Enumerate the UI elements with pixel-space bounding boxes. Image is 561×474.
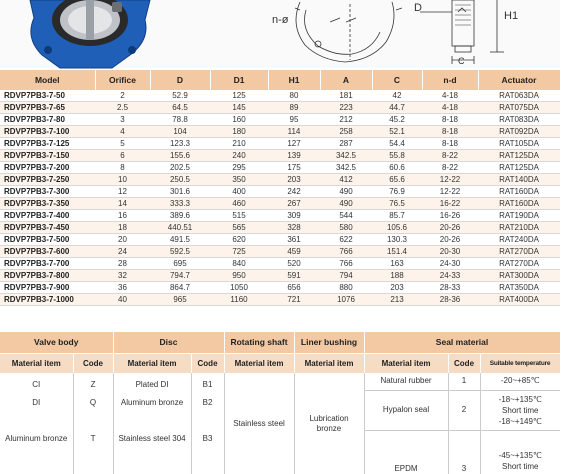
side-view-drawing xyxy=(420,0,504,64)
cell-orifice: 2.5 xyxy=(95,102,150,114)
cell-h1: 656 xyxy=(268,282,320,294)
disc-item-aluminum-bronze: Aluminum bronze xyxy=(113,396,191,430)
spec-row xyxy=(0,162,560,174)
cell-d1: 840 xyxy=(210,258,268,270)
header-a: A xyxy=(320,70,372,90)
cell-model: RDVP7PB3-7-1000 xyxy=(0,294,95,306)
cell-c: 151.4 xyxy=(372,246,422,258)
cell-c: 203 xyxy=(372,282,422,294)
cell-d1: 460 xyxy=(210,198,268,210)
cell-d: 389.6 xyxy=(150,210,210,222)
cell-d: 592.5 xyxy=(150,246,210,258)
cell-orifice: 4 xyxy=(95,126,150,138)
cell-model: RDVP7PB3-7-350 xyxy=(0,198,95,210)
cell-a: 794 xyxy=(320,270,372,282)
seal-code-1: 1 xyxy=(448,373,480,390)
cell-model: RDVP7PB3-7-125 xyxy=(0,138,95,150)
cell-n-d: 16-26 xyxy=(422,210,478,222)
sub-valve-material-item: Material item xyxy=(0,353,73,373)
cell-d: 491.5 xyxy=(150,234,210,246)
cell-actuator: RAT160DA xyxy=(478,198,560,210)
header-n-d: n-d xyxy=(422,70,478,90)
cell-a: 880 xyxy=(320,282,372,294)
cell-actuator: RAT105DA xyxy=(478,138,560,150)
cell-h1: 89 xyxy=(268,102,320,114)
cell-orifice: 8 xyxy=(95,162,150,174)
spec-row xyxy=(0,174,560,186)
cell-a: 580 xyxy=(320,222,372,234)
cell-d1: 160 xyxy=(210,114,268,126)
cell-h1: 242 xyxy=(268,186,320,198)
sub-disc-code: Code xyxy=(191,353,224,373)
group-valve-body: Valve body xyxy=(0,332,113,353)
cell-d1: 350 xyxy=(210,174,268,186)
cell-d1: 1050 xyxy=(210,282,268,294)
valve-item-ci: CI xyxy=(0,373,73,396)
cell-orifice: 3 xyxy=(95,114,150,126)
cell-c: 76.5 xyxy=(372,198,422,210)
valve-code-q: Q xyxy=(73,396,113,430)
cell-c: 130.3 xyxy=(372,234,422,246)
header-c: C xyxy=(372,70,422,90)
group-disc: Disc xyxy=(113,332,224,353)
cell-d1: 620 xyxy=(210,234,268,246)
sub-suitable-temperature: Suitable temperature xyxy=(480,353,560,373)
cell-model: RDVP7PB3-7-50 xyxy=(0,90,95,102)
sub-bushing-material-item: Material item xyxy=(294,353,364,373)
cell-actuator: RAT400DA xyxy=(478,294,560,306)
cell-c: 54.4 xyxy=(372,138,422,150)
cell-model: RDVP7PB3-7-400 xyxy=(0,210,95,222)
cell-d: 301.6 xyxy=(150,186,210,198)
cell-model: RDVP7PB3-7-300 xyxy=(0,186,95,198)
seal-item-hypalon: Hypalon seal xyxy=(364,390,448,430)
cell-c: 105.6 xyxy=(372,222,422,234)
valve-code-t: T xyxy=(73,430,113,474)
cell-d: 52.9 xyxy=(150,90,210,102)
cell-actuator: RAT270DA xyxy=(478,246,560,258)
cell-d: 440.51 xyxy=(150,222,210,234)
spec-row xyxy=(0,294,560,306)
valve-item-aluminum-bronze: Aluminum bronze xyxy=(0,430,73,474)
sub-seal-code: Code xyxy=(448,353,480,373)
cell-d: 123.3 xyxy=(150,138,210,150)
cell-a: 490 xyxy=(320,198,372,210)
cell-model: RDVP7PB3-7-900 xyxy=(0,282,95,294)
cell-n-d: 20-26 xyxy=(422,222,478,234)
cell-h1: 267 xyxy=(268,198,320,210)
cell-h1: 175 xyxy=(268,162,320,174)
material-row xyxy=(0,373,560,390)
cell-actuator: RAT140DA xyxy=(478,174,560,186)
cell-d1: 725 xyxy=(210,246,268,258)
material-table xyxy=(0,332,561,474)
cell-actuator: RAT160DA xyxy=(478,186,560,198)
cell-n-d: 24-33 xyxy=(422,270,478,282)
cell-d1: 180 xyxy=(210,126,268,138)
cell-model: RDVP7PB3-7-600 xyxy=(0,246,95,258)
cell-model: RDVP7PB3-7-80 xyxy=(0,114,95,126)
cell-actuator: RAT125DA xyxy=(478,162,560,174)
cell-a: 544 xyxy=(320,210,372,222)
cell-orifice: 18 xyxy=(95,222,150,234)
cell-model: RDVP7PB3-7-100 xyxy=(0,126,95,138)
cell-c: 52.1 xyxy=(372,126,422,138)
cell-a: 766 xyxy=(320,246,372,258)
cell-h1: 127 xyxy=(268,138,320,150)
spec-row xyxy=(0,102,560,114)
cell-orifice: 20 xyxy=(95,234,150,246)
spec-header-row xyxy=(0,70,560,90)
cell-n-d: 28-33 xyxy=(422,282,478,294)
seal-item-epdm: EPDM xyxy=(364,450,448,474)
cell-d1: 145 xyxy=(210,102,268,114)
cell-d: 202.5 xyxy=(150,162,210,174)
cell-a: 212 xyxy=(320,114,372,126)
cell-orifice: 40 xyxy=(95,294,150,306)
seal-item-natural-rubber: Natural rubber xyxy=(364,373,448,390)
cell-n-d: 8-22 xyxy=(422,150,478,162)
seal-temp-epdm-line-2: Short time xyxy=(502,462,539,471)
cell-actuator: RAT350DA xyxy=(478,282,560,294)
cell-n-d: 8-18 xyxy=(422,126,478,138)
cell-d1: 295 xyxy=(210,162,268,174)
cell-h1: 721 xyxy=(268,294,320,306)
cell-n-d: 28-36 xyxy=(422,294,478,306)
cell-model: RDVP7PB3-7-800 xyxy=(0,270,95,282)
cell-a: 258 xyxy=(320,126,372,138)
spec-row xyxy=(0,258,560,270)
cell-actuator: RAT240DA xyxy=(478,234,560,246)
bushing-material: Lubrication bronze xyxy=(294,373,364,474)
spec-row xyxy=(0,270,560,282)
cell-model: RDVP7PB3-7-500 xyxy=(0,234,95,246)
cell-c: 44.7 xyxy=(372,102,422,114)
cell-d: 250.5 xyxy=(150,174,210,186)
shaft-material: Stainless steel xyxy=(224,373,294,474)
cell-actuator: RAT063DA xyxy=(478,90,560,102)
disc-item-stainless-304: Stainless steel 304 xyxy=(113,430,191,474)
cell-c: 65.6 xyxy=(372,174,422,186)
cell-n-d: 12-22 xyxy=(422,186,478,198)
seal-temp-epdm xyxy=(480,450,560,474)
valve-code-z: Z xyxy=(73,373,113,396)
sub-shaft-material-item: Material item xyxy=(224,353,294,373)
cell-n-d: 12-22 xyxy=(422,174,478,186)
cell-d: 78.8 xyxy=(150,114,210,126)
cell-d1: 240 xyxy=(210,150,268,162)
cell-a: 412 xyxy=(320,174,372,186)
cell-h1: 139 xyxy=(268,150,320,162)
cell-h1: 80 xyxy=(268,90,320,102)
disc-code-b3: B3 xyxy=(191,430,224,474)
disc-code-b2: B2 xyxy=(191,396,224,430)
cell-model: RDVP7PB3-7-65 xyxy=(0,102,95,114)
spec-row xyxy=(0,186,560,198)
cell-model: RDVP7PB3-7-250 xyxy=(0,174,95,186)
disc-code-b1: B1 xyxy=(191,373,224,396)
cell-a: 490 xyxy=(320,186,372,198)
cell-d1: 400 xyxy=(210,186,268,198)
cell-h1: 95 xyxy=(268,114,320,126)
cell-a: 223 xyxy=(320,102,372,114)
sub-disc-material-item: Material item xyxy=(113,353,191,373)
seal-spacer xyxy=(448,430,480,450)
material-subheader-row xyxy=(0,353,560,373)
cell-c: 60.6 xyxy=(372,162,422,174)
seal-temp-epdm-line-1: -45~+135℃ xyxy=(498,451,542,460)
cell-d1: 125 xyxy=(210,90,268,102)
cell-h1: 328 xyxy=(268,222,320,234)
cell-actuator: RAT092DA xyxy=(478,126,560,138)
cell-model: RDVP7PB3-7-150 xyxy=(0,150,95,162)
seal-temp-hypalon-line-1: -18~+135℃ xyxy=(498,394,542,404)
cell-orifice: 5 xyxy=(95,138,150,150)
seal-spacer xyxy=(364,430,448,450)
cell-a: 342.5 xyxy=(320,162,372,174)
cell-d: 695 xyxy=(150,258,210,270)
cell-orifice: 12 xyxy=(95,186,150,198)
cell-n-d: 16-22 xyxy=(422,198,478,210)
cell-orifice: 14 xyxy=(95,198,150,210)
cell-c: 85.7 xyxy=(372,210,422,222)
cell-h1: 520 xyxy=(268,258,320,270)
cell-h1: 203 xyxy=(268,174,320,186)
spec-row xyxy=(0,150,560,162)
cell-c: 163 xyxy=(372,258,422,270)
cell-a: 181 xyxy=(320,90,372,102)
cell-h1: 361 xyxy=(268,234,320,246)
cell-n-d: 8-18 xyxy=(422,114,478,126)
cell-d: 64.5 xyxy=(150,102,210,114)
cell-d: 794.7 xyxy=(150,270,210,282)
material-table-body xyxy=(0,373,560,474)
cell-n-d: 4-18 xyxy=(422,90,478,102)
label-h1: H1 xyxy=(504,10,519,22)
cell-a: 766 xyxy=(320,258,372,270)
cell-actuator: RAT210DA xyxy=(478,222,560,234)
valve-photo xyxy=(30,0,150,68)
cell-orifice: 10 xyxy=(95,174,150,186)
cell-c: 213 xyxy=(372,294,422,306)
cell-d: 965 xyxy=(150,294,210,306)
cell-h1: 309 xyxy=(268,210,320,222)
cell-d: 104 xyxy=(150,126,210,138)
cell-n-d: 20-30 xyxy=(422,246,478,258)
cell-a: 1076 xyxy=(320,294,372,306)
cell-orifice: 36 xyxy=(95,282,150,294)
header-d: D xyxy=(150,70,210,90)
spec-table xyxy=(0,70,561,306)
spec-row xyxy=(0,234,560,246)
cell-orifice: 2 xyxy=(95,90,150,102)
cell-c: 55.8 xyxy=(372,150,422,162)
seal-temp-hypalon-line-2: Short time xyxy=(502,405,539,415)
cell-d1: 565 xyxy=(210,222,268,234)
sub-valve-code: Code xyxy=(73,353,113,373)
header-orifice: Orifice xyxy=(95,70,150,90)
cell-d: 864.7 xyxy=(150,282,210,294)
spec-row xyxy=(0,210,560,222)
cell-d1: 515 xyxy=(210,210,268,222)
cell-n-d: 8-18 xyxy=(422,138,478,150)
cell-n-d: 20-26 xyxy=(422,234,478,246)
spec-row xyxy=(0,126,560,138)
cell-actuator: RAT083DA xyxy=(478,114,560,126)
spec-row xyxy=(0,282,560,294)
cell-orifice: 32 xyxy=(95,270,150,282)
header-d1: D1 xyxy=(210,70,268,90)
cell-h1: 459 xyxy=(268,246,320,258)
cell-n-d: 8-22 xyxy=(422,162,478,174)
cell-c: 45.2 xyxy=(372,114,422,126)
seal-spacer xyxy=(480,430,560,450)
cell-d1: 210 xyxy=(210,138,268,150)
header-h1: H1 xyxy=(268,70,320,90)
cell-orifice: 16 xyxy=(95,210,150,222)
cell-a: 287 xyxy=(320,138,372,150)
spec-row xyxy=(0,198,560,210)
spec-row xyxy=(0,222,560,234)
group-rotating-shaft: Rotating shaft xyxy=(224,332,294,353)
cell-a: 622 xyxy=(320,234,372,246)
group-liner-bushing: Liner bushing xyxy=(294,332,364,353)
cell-actuator: RAT270DA xyxy=(478,258,560,270)
seal-code-3: 3 xyxy=(448,450,480,474)
seal-temp-natural-rubber: -20~+85℃ xyxy=(480,373,560,390)
cell-orifice: 6 xyxy=(95,150,150,162)
group-seal-material: Seal material xyxy=(364,332,560,353)
seal-code-2: 2 xyxy=(448,390,480,430)
cell-model: RDVP7PB3-7-450 xyxy=(0,222,95,234)
spec-row xyxy=(0,90,560,102)
label-c: C xyxy=(458,56,465,66)
cell-actuator: RAT075DA xyxy=(478,102,560,114)
cell-c: 76.9 xyxy=(372,186,422,198)
header-model: Model xyxy=(0,70,95,90)
sub-seal-material-item: Material item xyxy=(364,353,448,373)
spec-row xyxy=(0,246,560,258)
header-actuator: Actuator xyxy=(478,70,560,90)
cell-model: RDVP7PB3-7-700 xyxy=(0,258,95,270)
cell-orifice: 28 xyxy=(95,258,150,270)
valve-item-di: DI xyxy=(0,396,73,430)
cell-c: 188 xyxy=(372,270,422,282)
cell-orifice: 24 xyxy=(95,246,150,258)
cell-n-d: 24-30 xyxy=(422,258,478,270)
cell-c: 42 xyxy=(372,90,422,102)
label-d: D xyxy=(414,2,422,14)
cell-a: 342.5 xyxy=(320,150,372,162)
cell-d: 155.6 xyxy=(150,150,210,162)
cell-actuator: RAT125DA xyxy=(478,150,560,162)
front-view-drawing xyxy=(295,2,402,62)
drawing-svg xyxy=(0,0,560,68)
technical-drawing xyxy=(0,0,560,68)
cell-h1: 591 xyxy=(268,270,320,282)
material-group-row xyxy=(0,332,560,353)
cell-actuator: RAT300DA xyxy=(478,270,560,282)
disc-item-plated-di: Plated DI xyxy=(113,373,191,396)
seal-temp-hypalon-line-3: -18~+149℃ xyxy=(498,416,542,426)
spec-table-body xyxy=(0,90,560,306)
spec-row xyxy=(0,138,560,150)
cell-d: 333.3 xyxy=(150,198,210,210)
cell-actuator: RAT190DA xyxy=(478,210,560,222)
label-n-d: n-ø xyxy=(272,14,289,26)
cell-model: RDVP7PB3-7-200 xyxy=(0,162,95,174)
cell-h1: 114 xyxy=(268,126,320,138)
cell-d1: 950 xyxy=(210,270,268,282)
cell-n-d: 4-18 xyxy=(422,102,478,114)
spec-row xyxy=(0,114,560,126)
seal-temp-hypalon xyxy=(480,390,560,430)
cell-d1: 1160 xyxy=(210,294,268,306)
